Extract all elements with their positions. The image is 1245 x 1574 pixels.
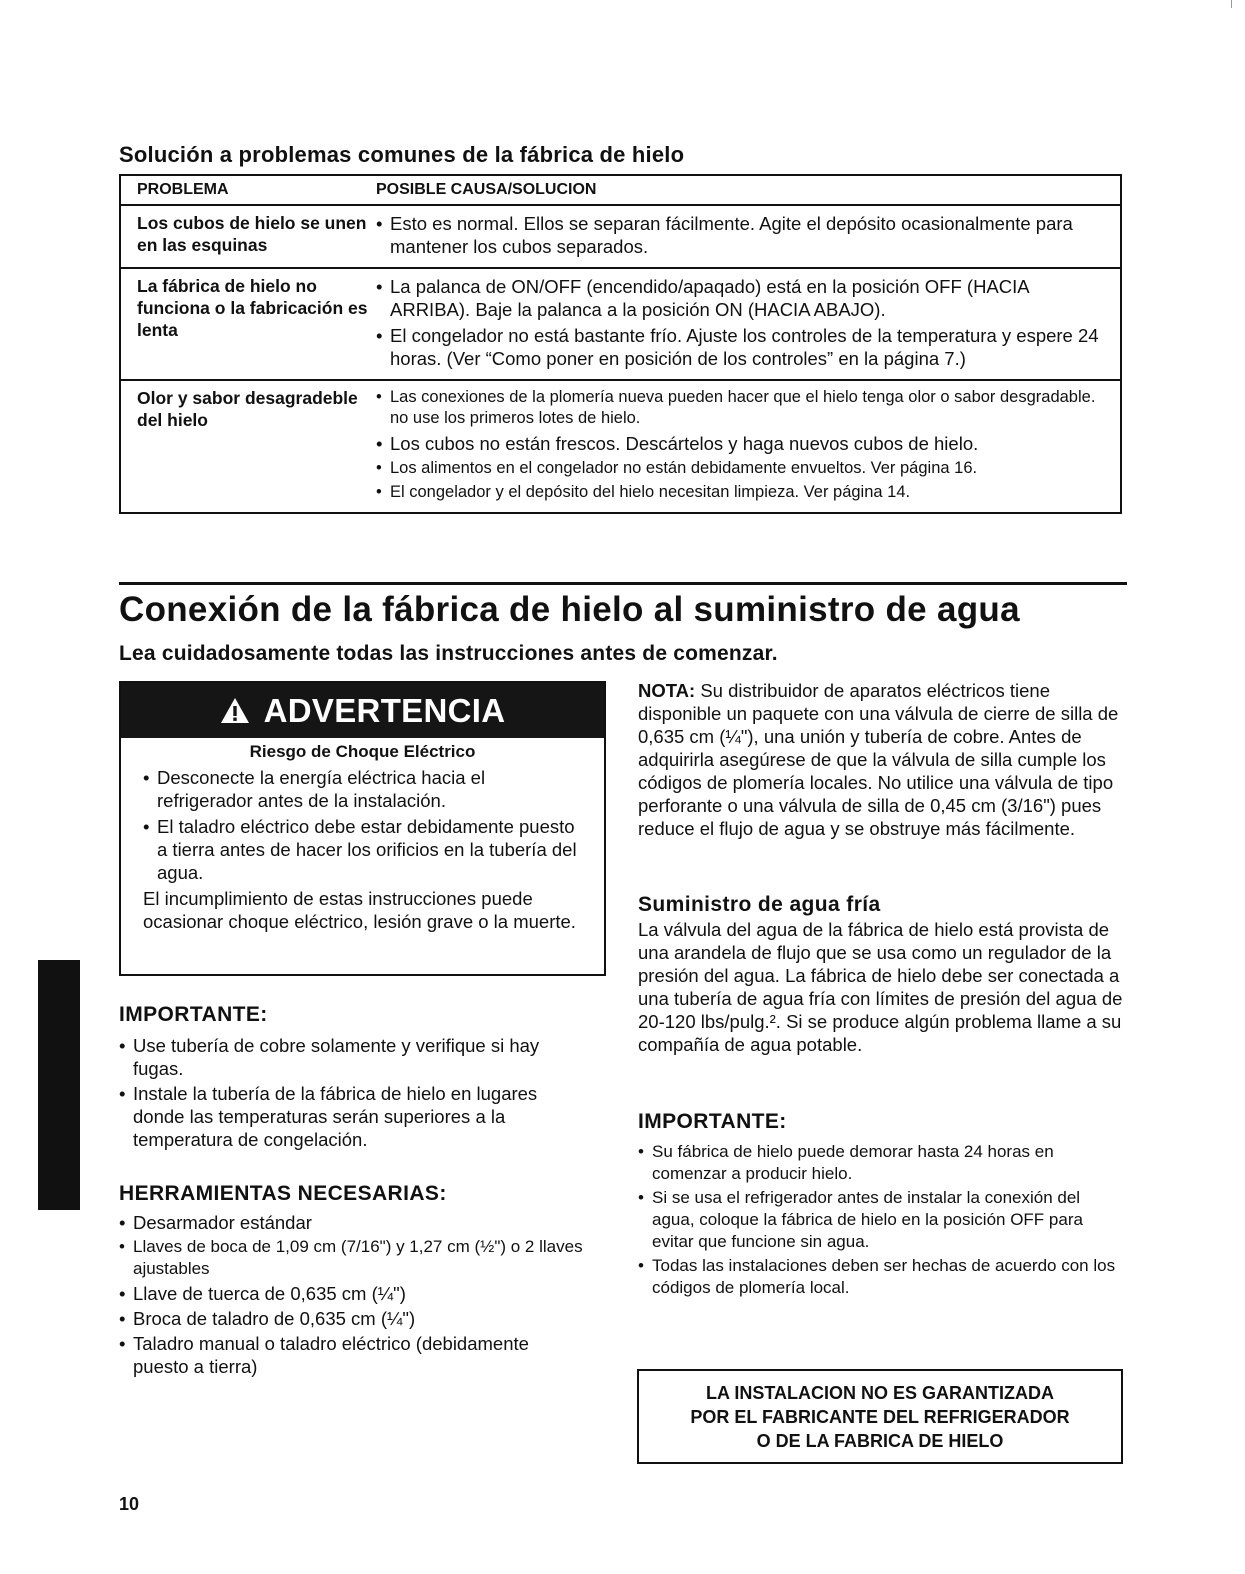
problem-cell: Los cubos de hielo se unen en las esquinas <box>137 213 367 255</box>
warning-footer: El incumplimiento de estas instrucciones puede ocasionar choque eléctrico, lesión grave o la muerte. <box>143 888 576 932</box>
problem-cell: Olor y sabor desagradeble del hielo <box>137 388 358 430</box>
solution-item: • Esto es normal. Ellos se separan fácilmente. Agite el depósito ocasionalmente para mantener los cubos separados. <box>376 212 1106 258</box>
section-rule <box>119 582 1127 585</box>
notice-line: O DE LA FABRICA DE HIELO <box>756 1430 1004 1451</box>
list-item: • Desarmador estándar <box>119 1211 589 1234</box>
warning-item: • El taladro eléctrico debe estar debidamente puesto a tierra antes de hacer los orificios en la tubería del agua. <box>143 815 584 884</box>
solution-item: • Los cubos no están frescos. Descártelos y haga nuevos cubos de hielo. <box>376 432 1106 455</box>
corner-mark <box>1231 0 1232 8</box>
table-header-row <box>121 176 1120 206</box>
solution-item: • El congelador y el depósito del hielo necesitan limpieza. Ver página 14. <box>376 482 1106 503</box>
list-item: • Broca de taladro de 0,635 cm (¼") <box>119 1307 589 1330</box>
herramientas-list <box>119 1211 589 1380</box>
importante-right-list <box>638 1141 1123 1301</box>
header-problem: PROBLEMA <box>137 181 229 198</box>
list-item: • Llave de tuerca de 0,635 cm (¼") <box>119 1282 589 1305</box>
importante-left-heading: IMPORTANTE: <box>119 1003 268 1026</box>
problem-cell: La fábrica de hielo no funciona o la fabricación es lenta <box>137 276 368 340</box>
warning-triangle-icon <box>220 697 250 724</box>
warning-header <box>121 683 604 738</box>
list-item: • Taladro manual o taladro eléctrico (debidamente puesto a tierra) <box>119 1332 589 1378</box>
table-title: Solución a problemas comunes de la fábrica de hielo <box>119 142 685 167</box>
warning-subtitle: Riesgo de Choque Eléctrico <box>249 742 476 761</box>
herramientas-heading: HERRAMIENTAS NECESARIAS: <box>119 1182 447 1205</box>
nota-paragraph <box>638 679 1123 840</box>
importante-right-heading: IMPORTANTE: <box>638 1110 787 1133</box>
list-item: • Su fábrica de hielo puede demorar hasta 24 horas en comenzar a producir hielo. <box>638 1141 1123 1185</box>
warning-title: ADVERTENCIA <box>263 691 506 729</box>
notice-line: POR EL FABRICANTE DEL REFRIGERADOR <box>690 1406 1070 1427</box>
solution-cell <box>376 275 1120 373</box>
solution-cell <box>376 212 1120 261</box>
importante-left-list <box>119 1034 589 1153</box>
warning-box <box>119 681 606 976</box>
side-tab <box>38 960 80 1210</box>
notice-box <box>637 1369 1123 1464</box>
nota-label: NOTA: <box>638 680 696 701</box>
suministro-heading: Suministro de agua fría <box>638 893 881 916</box>
table-row <box>121 381 1120 512</box>
list-item: • Si se usa el refrigerador antes de instalar la conexión del agua, coloque la fábrica de hielo en la posición OFF para evitar que funcione sin agua. <box>638 1187 1123 1253</box>
warning-list <box>121 766 604 884</box>
section-title: Conexión de la fábrica de hielo al suministro de agua <box>119 590 1020 629</box>
nota-text: Su distribuidor de aparatos eléctricos tiene disponible un paquete con una válvula de cierre de silla de 0,635 cm (¼"), una unión y tubería de cobre. Antes de adquirirla asegúrese de que la válvula de silla cumple los códigos de plomería locales. No utilice una válvula de tipo perforante o una válvula de silla de 0,45 cm (3/16") pues reduce el flujo de agua y se obstruye más fácilmente. <box>638 680 1119 839</box>
list-item: • Use tubería de cobre solamente y verifique si hay fugas. <box>119 1034 589 1080</box>
warning-item: • Desconecte la energía eléctrica hacia el refrigerador antes de la instalación. <box>143 766 584 812</box>
section-subtitle: Lea cuidadosamente todas las instrucciones antes de comenzar. <box>119 642 778 665</box>
list-item: • Todas las instalaciones deben ser hechas de acuerdo con los códigos de plomería local. <box>638 1255 1123 1299</box>
solution-item: • El congelador no está bastante frío. Ajuste los controles de la temperatura y espere 24 horas. (Ver “Como poner en posición de los controles” en la página 7.) <box>376 324 1106 370</box>
header-solution: POSIBLE CAUSA/SOLUCION <box>376 181 597 198</box>
table-row <box>121 269 1120 381</box>
solution-cell <box>376 387 1120 506</box>
notice-line: LA INSTALACION NO ES GARANTIZADA <box>706 1382 1054 1403</box>
list-item: • Llaves de boca de 1,09 cm (7/16") y 1,27 cm (½") o 2 llaves ajustables <box>119 1236 589 1280</box>
list-item: • Instale la tubería de la fábrica de hielo en lugares donde las temperaturas serán superiores a la temperatura de congelación. <box>119 1082 589 1151</box>
page-number: 10 <box>119 1494 140 1514</box>
troubleshooting-table <box>119 174 1122 514</box>
table-row <box>121 206 1120 269</box>
suministro-text: La válvula del agua de la fábrica de hielo está provista de una arandela de flujo que se usa como un regulador de la presión del agua. La fábrica de hielo debe ser conectada a una tubería de agua fría con límites de presión del agua de 20-120 lbs/pulg.². Si se produce algún problema llame a su compañía de agua potable. <box>638 919 1123 1055</box>
solution-item: • La palanca de ON/OFF (encendido/apaqado) está en la posición OFF (HACIA ARRIBA). Baje la palanca a la posición ON (HACIA ABAJO). <box>376 275 1106 321</box>
solution-item: • Las conexiones de la plomería nueva pueden hacer que el hielo tenga olor o sabor desgradable. no use los primeros lotes de hielo. <box>376 387 1106 429</box>
solution-item: • Los alimentos en el congelador no están debidamente envueltos. Ver página 16. <box>376 458 1106 479</box>
